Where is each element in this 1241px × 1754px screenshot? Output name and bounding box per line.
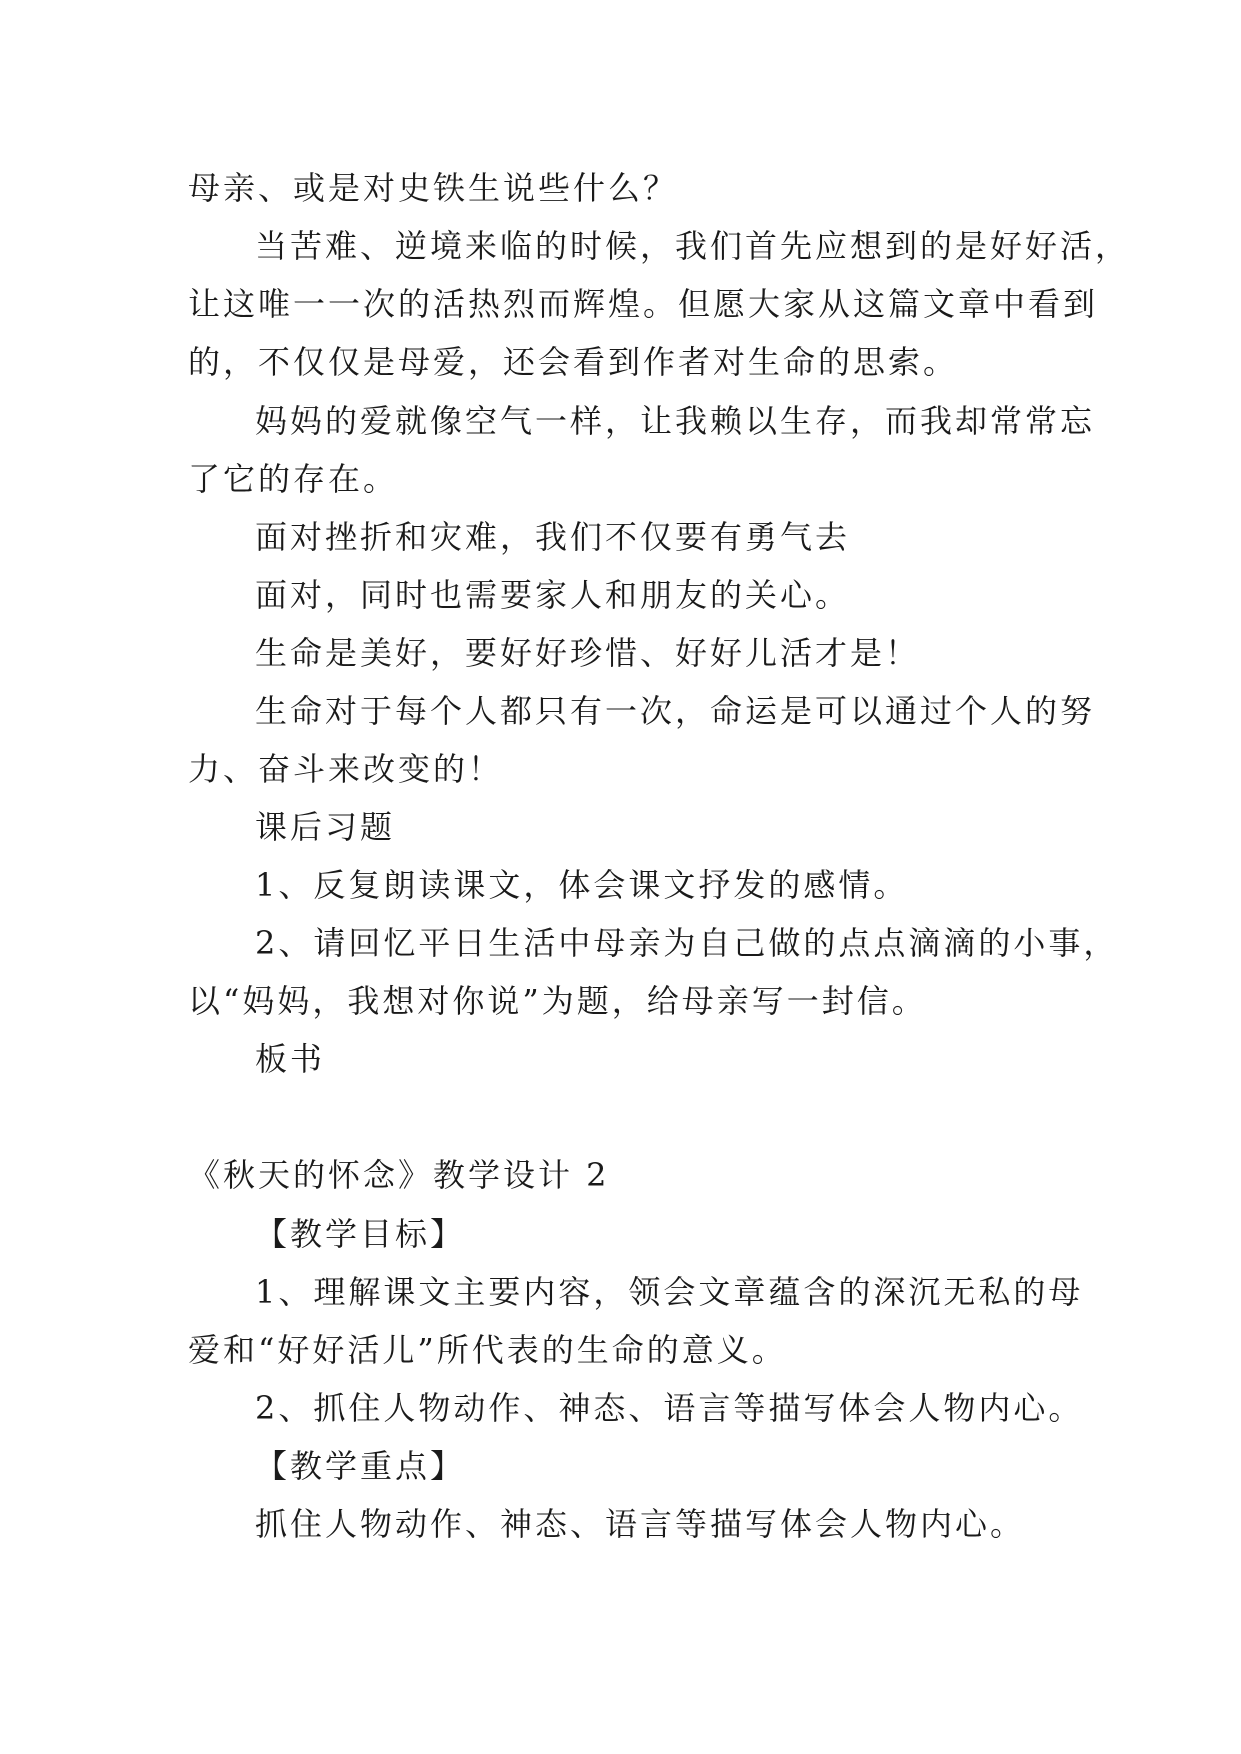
text-line: 面对挫折和灾难，我们不仅要有勇气去: [255, 518, 851, 556]
text-line: 妈妈的爱就像空气一样，让我赖以生存，而我却常常忘: [255, 402, 1096, 440]
text-line: 1、反复朗读课文，体会课文抒发的感情。: [255, 866, 909, 904]
text-line: 1、理解课文主要内容，领会文章蕴含的深沉无私的母: [255, 1273, 1084, 1311]
text-line: 的，不仅仅是母爱，还会看到作者对生命的思索。: [188, 343, 959, 381]
text-line: 让这唯一一次的活热烈而辉煌。但愿大家从这篇文章中看到: [188, 285, 1099, 323]
section-heading: 板书: [255, 1040, 326, 1078]
document-title: 《秋天的怀念》教学设计 2: [188, 1156, 610, 1194]
section-heading: 课后习题: [255, 808, 396, 846]
text-line: 抓住人物动作、神态、语言等描写体会人物内心。: [255, 1505, 1026, 1543]
text-line: 力、奋斗来改变的！: [188, 750, 504, 788]
text-line: 了它的存在。: [188, 460, 399, 498]
text-line: 面对，同时也需要家人和朋友的关心。: [255, 576, 851, 614]
text-line: 2、抓住人物动作、神态、语言等描写体会人物内心。: [255, 1389, 1084, 1427]
text-line: 2、请回忆平日生活中母亲为自己做的点点滴滴的小事，: [255, 924, 1119, 962]
text-line: 母亲、或是对史铁生说些什么？: [188, 169, 679, 207]
text-line: 当苦难、逆境来临的时候，我们首先应想到的是好好活，: [255, 227, 1131, 265]
text-line: 爱和“好好活儿”所代表的生命的意义。: [188, 1331, 787, 1369]
section-heading: 【教学重点】: [255, 1447, 466, 1485]
section-heading: 【教学目标】: [255, 1215, 466, 1253]
text-line: 生命是美好，要好好珍惜、好好儿活才是！: [255, 634, 921, 672]
text-line: 生命对于每个人都只有一次，命运是可以通过个人的努: [255, 692, 1096, 730]
text-line: 以“妈妈，我想对你说”为题，给母亲写一封信。: [188, 982, 927, 1020]
